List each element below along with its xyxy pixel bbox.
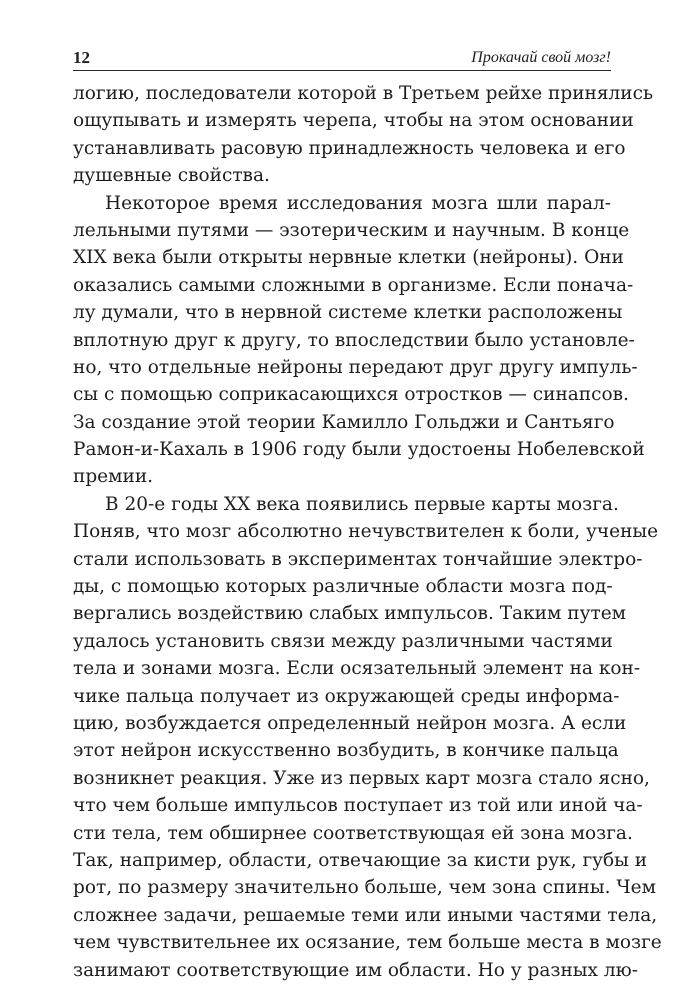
text-line: премии. (73, 466, 154, 488)
paragraph-first-line: Некоторое время исследования мозга шли парал- (105, 192, 611, 214)
text-line: удалось установить связи между различными частями (73, 630, 613, 652)
text-line: тела и зонами мозга. Если осязательный элемент на кон- (73, 658, 641, 680)
page-header (73, 46, 611, 71)
text-line: Рамон-и-Кахаль в 1906 году были удостоены Нобелевской (73, 439, 645, 461)
text-line: вплотную друг к другу, то впоследствии было установле- (73, 329, 635, 351)
running-title: Прокачай свой мозг! (471, 49, 611, 66)
text-line: рот, по размеру значительно больше, чем зона спины. Чем (73, 877, 657, 899)
text-line: цию, возбуждается определенный нейрон мозга. А если (73, 712, 627, 734)
text-line: XIX века были открыты нервные клетки (нейроны). Они (73, 247, 624, 269)
text-line: этот нейрон искусственно возбудить, в кончике пальца (73, 740, 619, 762)
text-line: занимают соответствующие им области. Но у разных лю- (73, 959, 638, 981)
text-line: сложнее задачи, решаемые теми или иными частями тела, (73, 904, 658, 926)
page-number: 12 (73, 48, 90, 67)
paragraph-first-line: В 20-е годы XX века появились первые карты мозга. (105, 493, 619, 515)
text-line: устанавливать расовую принадлежность человека и его (73, 137, 626, 159)
text-line: сы с помощью соприкасающихся отростков — синапсов. (73, 384, 629, 406)
text-line: возникнет реакция. Уже из первых карт мозга стало ясно, (73, 767, 650, 789)
text-line: Поняв, что мозг абсолютно нечувствителен к боли, ученые (73, 521, 659, 543)
text-line: ощупывать и измерять черепа, чтобы на этом основании (73, 110, 634, 132)
text-line: лу думали, что в нервной системе клетки расположены (73, 302, 623, 324)
body-text (73, 80, 662, 984)
text-line: сти тела, тем обширнее соответствующая ей зона мозга. (73, 822, 633, 844)
text-line: что чем больше импульсов поступает из той или иной ча- (73, 795, 643, 817)
text-line: За создание этой теории Камилло Гольджи и Сантьяго (73, 411, 615, 433)
text-line: лельными путями — эзотерическим и научным. В конце (73, 219, 630, 241)
text-line: чем чувствительнее их осязание, тем больше места в мозге (73, 932, 662, 954)
text-line: душевные свойства. (73, 165, 270, 187)
text-line: но, что отдельные нейроны передают друг другу импуль- (73, 356, 638, 378)
text-line: Так, например, области, отвечающие за кисти рук, губы и (73, 849, 648, 871)
text-line: ды, с помощью которых различные области мозга под- (73, 576, 613, 598)
text-line: чике пальца получает из окружающей среды информа- (73, 685, 620, 707)
text-line: логию, последователи которой в Третьем рейхе принялись (73, 83, 654, 104)
text-line: вергались воздействию слабых импульсов. Таким путем (73, 603, 627, 625)
text-line: стали использовать в экспериментах тончайшие электро- (73, 548, 643, 570)
text-line: оказались самыми сложными в организме. Если поначa- (73, 274, 634, 296)
